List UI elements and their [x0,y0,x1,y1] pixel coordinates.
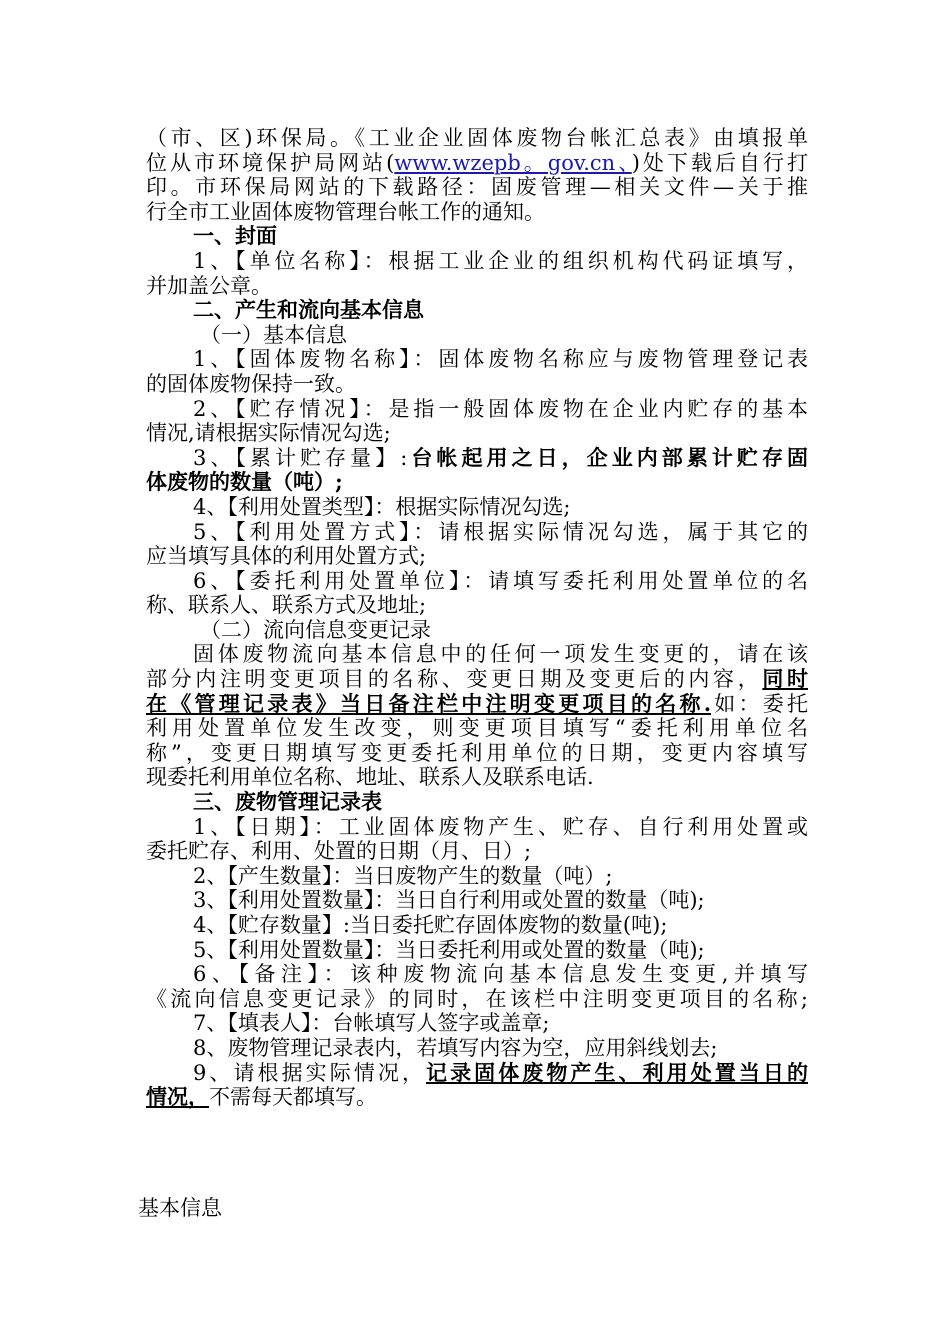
document-body [146,126,808,1110]
item-label: 3、【累计贮存量】: [193,445,408,470]
record-item-1-cont: 委托贮存、利用、处置的日期（月、日）; [146,839,532,864]
change-log-para-line-4: 利用处置单位发生改变，则变更项目填写“委托利用单位名 [146,716,808,741]
record-item-8: 8、废物管理记录表内，若填写内容为空，应用斜线划去; [193,1035,718,1060]
cover-item-1-cont: 并加盖公章。 [146,273,272,298]
intro-line-1: （市、区)环保局。《工业企业固体废物台帐汇总表》由填报单 [146,126,808,150]
intro-text: )处下载后自行打 [631,150,808,175]
basic-item-3-cont: 体废物的数量（吨）; [146,469,343,495]
intro-line-4: 行全市工业固体废物管理台帐工作的通知。 [146,199,545,224]
cover-item-1: 1、【单位名称】：根据工业企业的组织机构代码证填写， [193,248,808,273]
subsection-heading-change-log: （二）流向信息变更记录 [200,617,431,642]
record-item-1: 1、【日期】：工业固体废物产生、贮存、自行利用处置或 [193,814,808,839]
change-log-para-line-5: 称”，变更日期填写变更委托利用单位的日期，变更内容填写 [146,740,808,765]
emphasis-text: 同时 [762,666,808,692]
record-item-9-cont [146,1085,808,1110]
change-log-para-line-1: 固体废物流向基本信息中的任何一项发生变更的，请在该 [193,642,808,667]
website-link[interactable]: www.wzepb。gov.cn、 [394,150,632,175]
record-item-6: 6、【备注】：该种废物流向基本信息发生变更,并填写 [193,962,808,987]
section-heading-cover: 一、封面 [193,223,277,249]
change-log-para-line-3 [146,692,808,717]
record-item-2: 2、【产生数量】：当日废物产生的数量（吨）; [193,863,613,888]
intro-text: 位从市环境保护局网站( [146,150,395,175]
basic-item-2-cont: 情况,请根据实际情况勾选; [146,421,391,446]
basic-item-2: 2、【贮存情况】：是指一般固体废物在企业内贮存的基本 [193,396,808,421]
record-item-5: 5、【利用处置数量】：当日委托利用或处置的数量（吨); [193,937,705,962]
intro-line-3: 印。市环保局网站的下载路径：固废管理—相关文件—关于推 [146,175,808,200]
emphasis-text: 情况， [146,1084,209,1110]
intro-line-2 [146,151,808,176]
change-log-para-line-6: 现委托利用单位名称、地址、联系人及联系电话. [146,765,594,790]
change-log-para-line-2 [146,667,808,692]
record-item-9 [146,1061,808,1086]
para-text: 部分内注明变更项目的名称、变更日期及变更后的内容， [146,667,763,692]
emphasis-text: 记录固体废物产生、利用处置当日的 [426,1059,808,1085]
basic-item-3 [146,446,808,471]
footer-heading: 基本信息 [138,1196,222,1220]
basic-item-1-cont: 的固体废物保持一致。 [146,371,356,396]
basic-item-5: 5、【利用处置方式】：请根据实际情况勾选，属于其它的 [193,519,808,544]
record-item-3: 3、【利用处置数量】：当日自行利用或处置的数量（吨); [193,888,705,913]
emphasis-text: 台帐起用之日，企业内部累计贮存固 [407,444,809,470]
item-text: 9、请根据实际情况， [193,1060,427,1085]
emphasis-text: 在《管理记录表》当日备注栏中注明变更项目的名称. [146,690,712,716]
para-text: 如：委托 [711,691,809,716]
subsection-heading-basic: （一）基本信息 [200,322,347,347]
section-heading-basic-info: 二、产生和流向基本信息 [193,297,424,323]
basic-item-6-cont: 称、联系人、联系方式及地址; [146,593,427,618]
record-item-4: 4、【贮存数量】:当日委托贮存固体废物的数量(吨); [193,913,668,937]
basic-item-5-cont: 应当填写具体的利用处置方式; [146,544,427,569]
record-item-6-cont: 《流向信息变更记录》的同时，在该栏中注明变更项目的名称; [146,986,808,1011]
basic-item-1: 1、【固体废物名称】：固体废物名称应与废物管理登记表 [193,347,808,372]
basic-item-4: 4、【利用处置类型】：根据实际情况勾选; [193,494,571,519]
item-text: 不需每天都填写。 [209,1085,377,1110]
basic-item-6: 6、【委托利用处置单位】：请填写委托利用处置单位的名 [193,568,808,593]
section-heading-record-table: 三、废物管理记录表 [193,789,382,815]
record-item-7: 7、【填表人】：台帐填写人签字或盖章; [193,1011,550,1036]
